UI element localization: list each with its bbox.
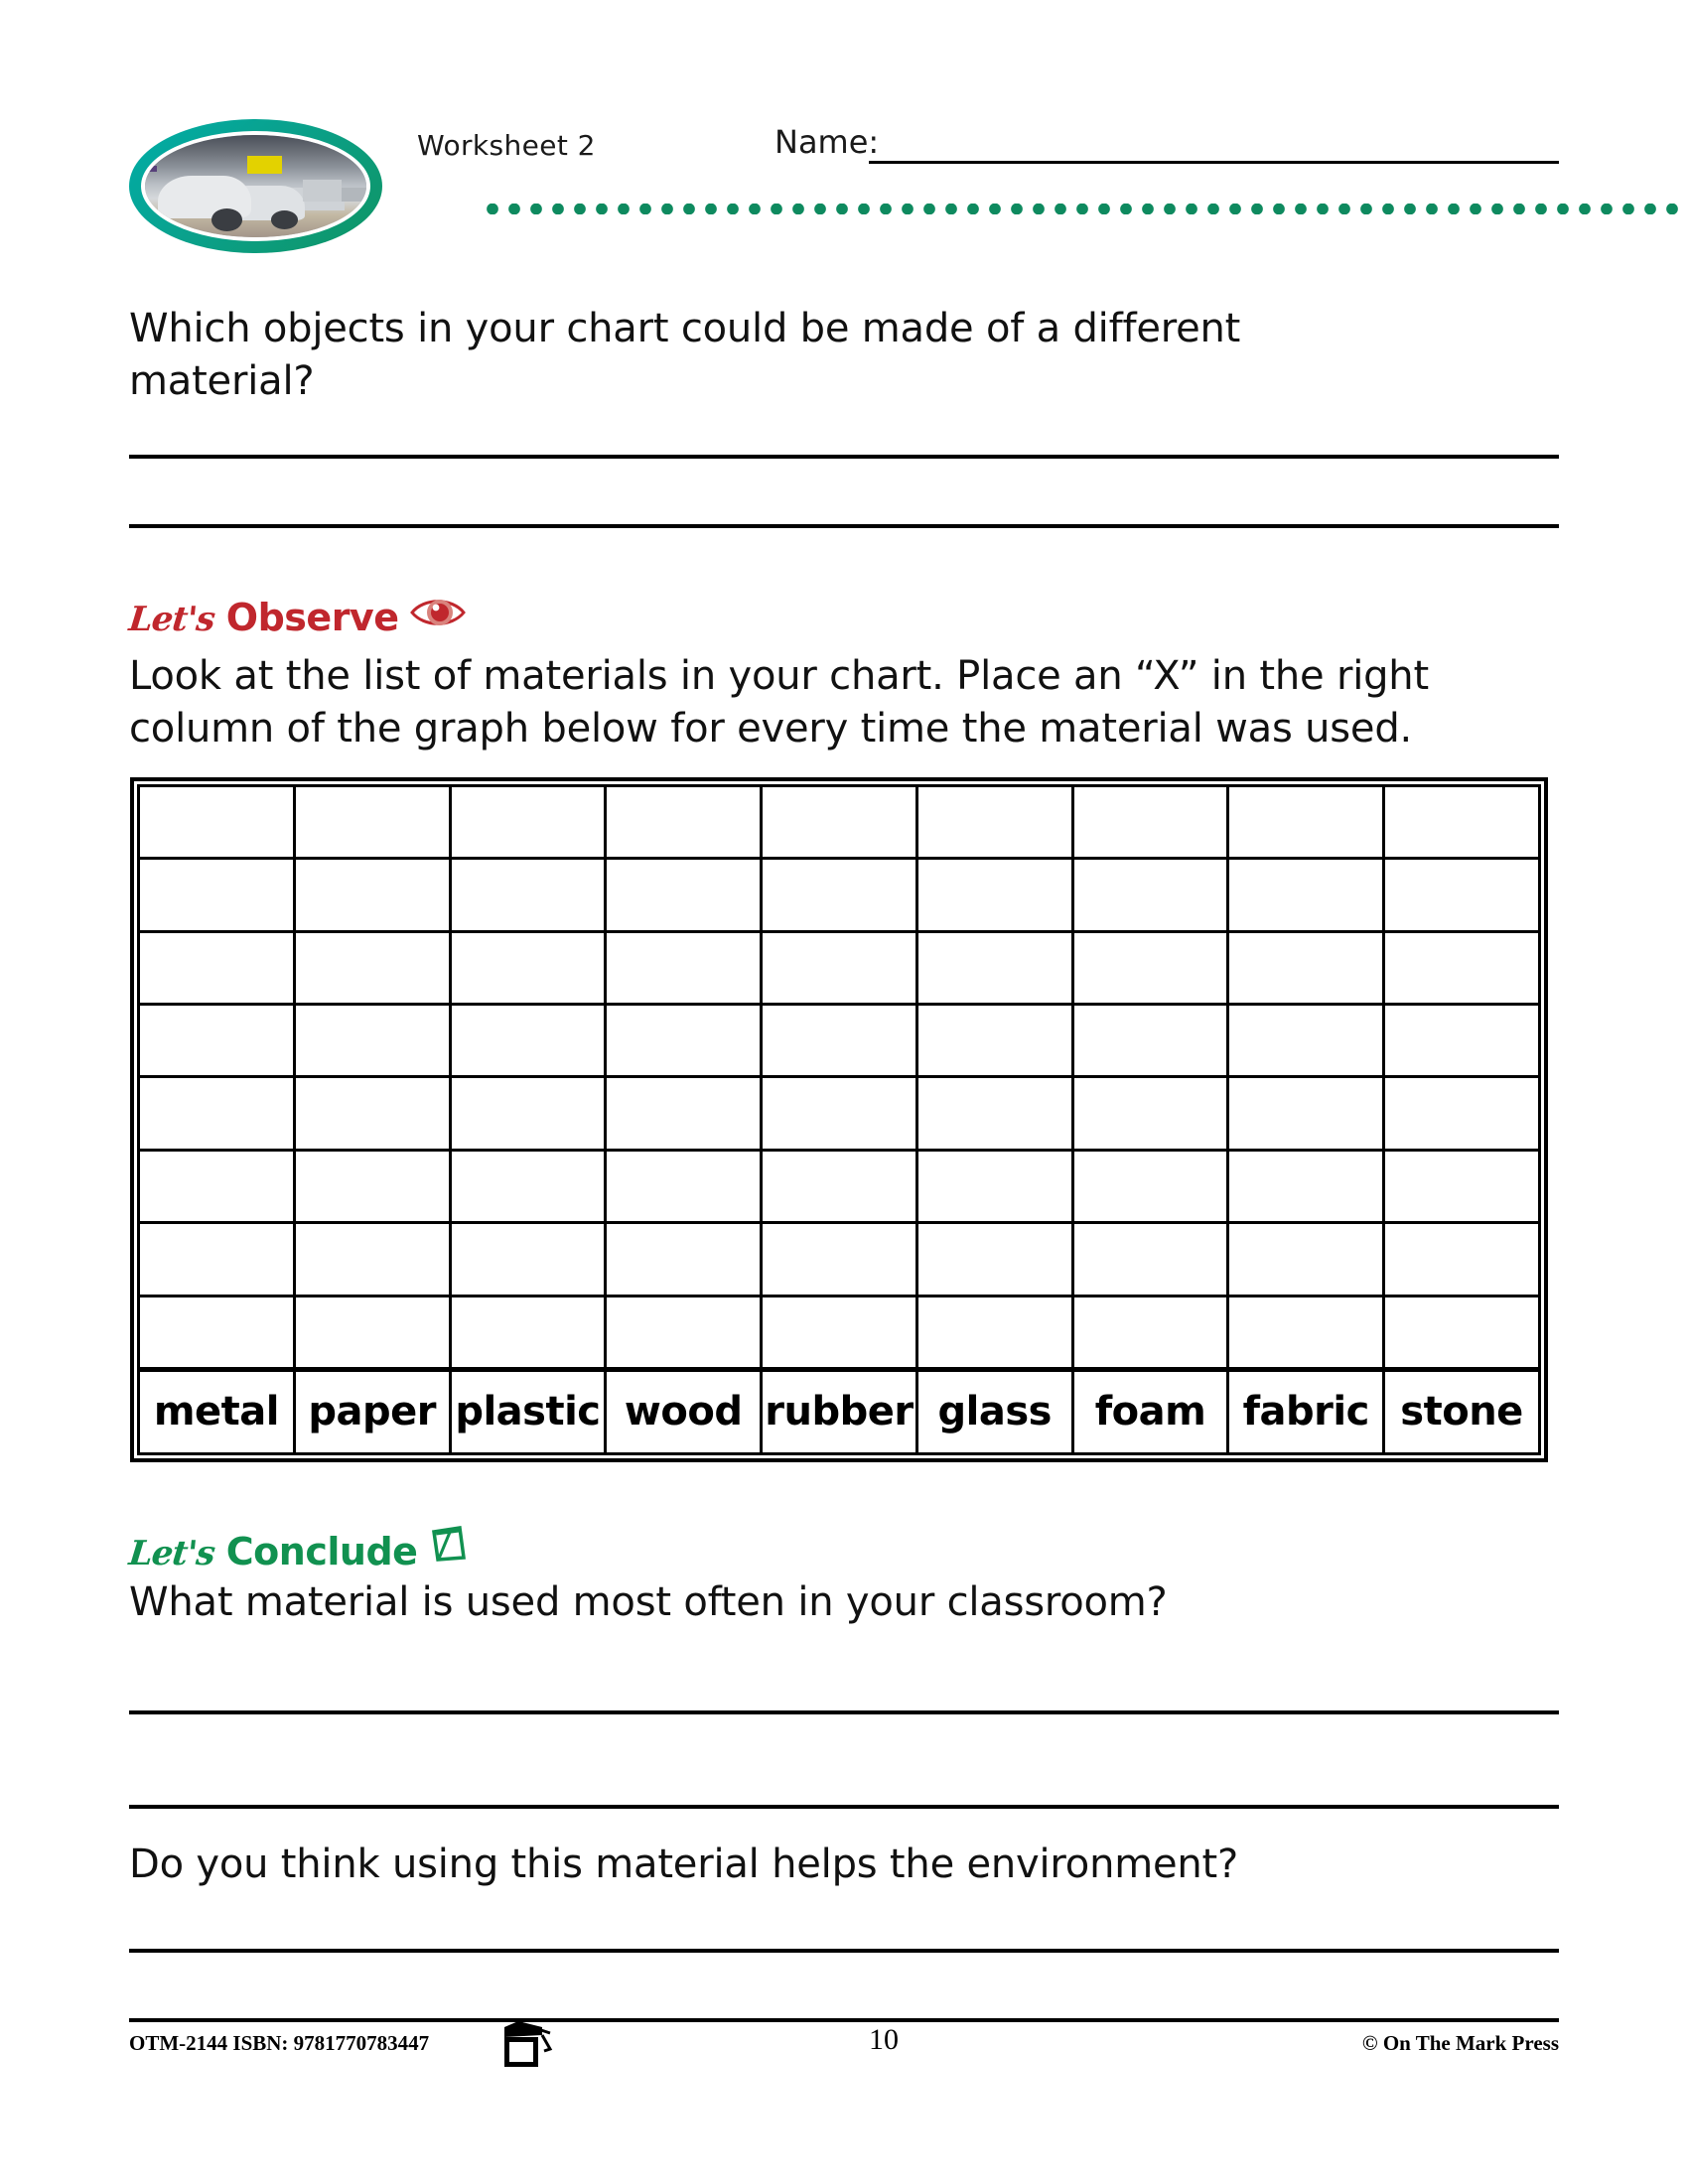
tally-cell[interactable]	[294, 1296, 450, 1369]
tally-cell[interactable]	[450, 1077, 606, 1150]
tally-cell[interactable]	[1384, 1223, 1540, 1296]
conclude-answer-line-1[interactable]	[129, 1710, 1559, 1714]
tally-cell[interactable]	[450, 1150, 606, 1222]
tally-cell[interactable]	[916, 859, 1072, 931]
table-row[interactable]	[139, 1296, 1540, 1369]
tally-cell[interactable]	[1072, 1150, 1228, 1222]
tally-cell[interactable]	[606, 1296, 762, 1369]
tally-cell[interactable]	[606, 1005, 762, 1077]
tally-cell[interactable]	[762, 1077, 917, 1150]
tally-cell[interactable]	[139, 1296, 295, 1369]
tally-cell[interactable]	[450, 931, 606, 1004]
tally-cell[interactable]	[139, 786, 295, 859]
tally-cell[interactable]	[294, 1005, 450, 1077]
tally-cell[interactable]	[294, 1223, 450, 1296]
tally-cell[interactable]	[606, 786, 762, 859]
tally-cell[interactable]	[450, 1296, 606, 1369]
tally-cell[interactable]	[916, 931, 1072, 1004]
tally-cell[interactable]	[606, 859, 762, 931]
tally-cell[interactable]	[762, 1223, 917, 1296]
tally-cell[interactable]	[1228, 1296, 1384, 1369]
tally-cell[interactable]	[294, 931, 450, 1004]
material-label-paper: paper	[294, 1369, 450, 1453]
tally-cell[interactable]	[1228, 859, 1384, 931]
tally-cell[interactable]	[762, 859, 917, 931]
materials-tally-grid[interactable]	[130, 777, 1548, 1462]
conclude-answer-line-2[interactable]	[129, 1805, 1559, 1809]
tally-cell[interactable]	[1228, 786, 1384, 859]
tally-cell[interactable]	[1384, 1150, 1540, 1222]
tally-cell[interactable]	[294, 859, 450, 931]
tally-cell[interactable]	[1228, 1150, 1384, 1222]
tally-cell[interactable]	[1384, 786, 1540, 859]
tally-cell[interactable]	[606, 931, 762, 1004]
intro-question: Which objects in your chart could be made of a different material?	[129, 306, 1241, 404]
tally-cell[interactable]	[916, 1296, 1072, 1369]
section-title-observe: Observe	[225, 596, 399, 639]
material-label-stone: stone	[1384, 1369, 1540, 1453]
tally-cell[interactable]	[1072, 1005, 1228, 1077]
table-row[interactable]	[139, 859, 1540, 931]
tally-cell[interactable]	[450, 859, 606, 931]
tally-cell[interactable]	[139, 1223, 295, 1296]
tally-cell[interactable]	[1072, 859, 1228, 931]
footer-product-code: OTM-2144 ISBN: 9781770783447	[129, 2031, 430, 2055]
book-press-logo-icon	[498, 2015, 568, 2073]
conclude-question-1: What material is used most often in your classroom?	[129, 1579, 1168, 1625]
material-label-fabric: fabric	[1228, 1369, 1384, 1453]
tally-cell[interactable]	[1384, 931, 1540, 1004]
intro-answer-line-2[interactable]	[129, 524, 1559, 528]
conclude2-answer-line-1[interactable]	[129, 1949, 1559, 1953]
lets-prefix-conclude: Let's	[126, 1534, 216, 1573]
observe-instruction	[129, 650, 1569, 755]
tally-cell[interactable]	[139, 1077, 295, 1150]
tally-cell[interactable]	[762, 931, 917, 1004]
tally-cell[interactable]	[762, 1005, 917, 1077]
material-label-foam: foam	[1072, 1369, 1228, 1453]
material-label-wood: wood	[606, 1369, 762, 1453]
tally-cell[interactable]	[1072, 1077, 1228, 1150]
name-label: Name:	[774, 123, 880, 161]
lets-observe-banner	[126, 596, 466, 639]
material-label-row	[139, 1369, 1540, 1453]
tally-cell[interactable]	[1072, 1223, 1228, 1296]
table-row[interactable]	[139, 1223, 1540, 1296]
table-row[interactable]	[139, 786, 1540, 859]
tally-cell[interactable]	[916, 1223, 1072, 1296]
tally-cell[interactable]	[450, 1223, 606, 1296]
tally-cell[interactable]	[1384, 1005, 1540, 1077]
tally-cell[interactable]	[1228, 1005, 1384, 1077]
name-write-line[interactable]	[869, 161, 1559, 164]
worksheet-label: Worksheet 2	[417, 129, 596, 162]
tally-cell[interactable]	[916, 786, 1072, 859]
car-assembly-line-photo-oval	[129, 119, 382, 253]
page-header	[129, 109, 1559, 218]
tally-cell[interactable]	[916, 1005, 1072, 1077]
tally-cell[interactable]	[450, 1005, 606, 1077]
tally-cell[interactable]	[1228, 931, 1384, 1004]
tally-cell[interactable]	[1072, 786, 1228, 859]
tally-cell[interactable]	[606, 1150, 762, 1222]
tally-cell[interactable]	[762, 786, 917, 859]
lets-conclude-banner	[126, 1524, 469, 1573]
tally-cell[interactable]	[916, 1077, 1072, 1150]
tally-cell[interactable]	[450, 786, 606, 859]
material-label-metal: metal	[139, 1369, 295, 1453]
eye-icon	[410, 596, 466, 634]
tally-cell[interactable]	[1228, 1077, 1384, 1150]
tally-cell[interactable]	[294, 1077, 450, 1150]
table-row[interactable]	[139, 1077, 1540, 1150]
tally-cell[interactable]	[294, 786, 450, 859]
tally-cell[interactable]	[1384, 859, 1540, 931]
tally-cell[interactable]	[606, 1223, 762, 1296]
logo-photo-frame	[141, 131, 370, 241]
tally-cell[interactable]	[139, 859, 295, 931]
footer-publisher: © On The Mark Press	[1361, 2031, 1559, 2055]
tally-cell[interactable]	[1072, 1296, 1228, 1369]
tally-cell[interactable]	[294, 1150, 450, 1222]
table-row[interactable]	[139, 1005, 1540, 1077]
header-dotted-divider	[482, 204, 1688, 214]
tally-cell[interactable]	[916, 1150, 1072, 1222]
section-title-conclude: Conclude	[225, 1530, 418, 1573]
observe-instruction-line-1: Look at the list of materials in your chart. Place an “X” in the right	[129, 653, 1429, 699]
observe-instruction-line-2: column of the graph below for every time the material was used.	[129, 706, 1413, 751]
tally-cell[interactable]	[606, 1077, 762, 1150]
tally-table	[137, 784, 1541, 1455]
tally-cell[interactable]	[139, 931, 295, 1004]
material-label-glass: glass	[916, 1369, 1072, 1453]
table-row[interactable]	[139, 1150, 1540, 1222]
tally-cell[interactable]	[762, 1296, 917, 1369]
tally-cell[interactable]	[1228, 1223, 1384, 1296]
tally-cell[interactable]	[1384, 1296, 1540, 1369]
page-footer	[129, 2015, 1559, 2075]
assembly-line-photo	[145, 135, 366, 237]
table-row[interactable]	[139, 931, 1540, 1004]
page-number: 10	[869, 2023, 899, 2056]
tally-cell[interactable]	[1384, 1077, 1540, 1150]
material-label-plastic: plastic	[450, 1369, 606, 1453]
tally-cell[interactable]	[139, 1005, 295, 1077]
material-label-rubber: rubber	[762, 1369, 917, 1453]
intro-answer-line-1[interactable]	[129, 455, 1559, 459]
tally-cell[interactable]	[762, 1150, 917, 1222]
tally-body	[139, 786, 1540, 1454]
tally-cell[interactable]	[139, 1150, 295, 1222]
car-wheels-detail	[211, 208, 242, 231]
lets-prefix-observe: Let's	[126, 600, 216, 639]
tally-cell[interactable]	[1072, 931, 1228, 1004]
conclude-question-2: Do you think using this material helps the environment?	[129, 1842, 1239, 1887]
clipboard-icon	[429, 1524, 469, 1567]
